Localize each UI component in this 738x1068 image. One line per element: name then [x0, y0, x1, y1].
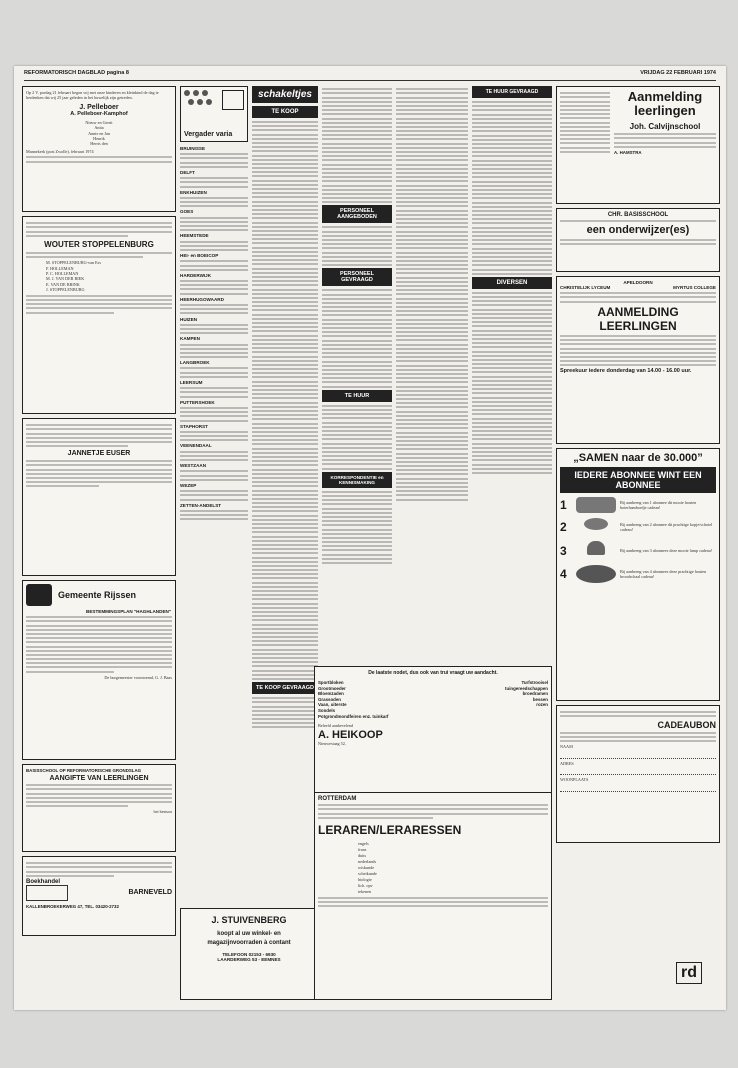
church-town: PUTTERSHOEK: [180, 399, 215, 405]
church-town: LANGBROEK: [180, 360, 210, 366]
church-town: ZETTEN-ANDELST: [180, 502, 222, 508]
text-lines: [180, 241, 248, 251]
rotterdam-headline: LERAREN/LERARESSEN: [318, 822, 462, 837]
municipality-notice: [22, 580, 176, 760]
church-town: HEI- en BOEICOP: [180, 253, 219, 259]
stuivenberg-address: LAARDERWEG 53 - EEMNES: [217, 957, 281, 962]
vergader-varia-logo: [180, 86, 248, 142]
column-family-notices: [22, 86, 176, 1002]
subjects-list: [318, 841, 548, 895]
stuivenberg-line1: koopt al uw winkel- en: [217, 931, 281, 937]
heikoop-address: Nieuwestaag 52,: [318, 740, 346, 746]
text-lines: [252, 121, 318, 680]
text-lines: [180, 324, 248, 334]
basisschool-ad: [556, 208, 720, 272]
column-schakeltjes: [252, 86, 318, 896]
church-town: LEERSUM: [180, 380, 203, 385]
step-number: 2: [560, 520, 567, 534]
text-lines: [26, 460, 172, 487]
text-lines: [180, 367, 248, 377]
anniversary-name: J. Pelleboer: [79, 103, 119, 111]
samen-title: „SAMEN naar de 30.000”: [573, 452, 703, 464]
samen-ad: [556, 448, 720, 701]
death-notice-2: [22, 418, 176, 576]
step-1: [560, 497, 716, 513]
text-lines: [180, 153, 248, 168]
heikoop-items: [318, 680, 548, 719]
bookshop-row: [26, 885, 172, 901]
text-lines: [614, 133, 716, 148]
column-diversen: [472, 86, 552, 586]
product-item: broedramen: [522, 691, 548, 697]
anniversary-notice: [22, 86, 176, 212]
deceased-name-2: JANNETJE EUSER: [67, 450, 131, 458]
school-sign: het bestuur: [153, 809, 172, 815]
subject: wiskunde: [358, 864, 375, 870]
mayor-signature: De burgemeester voornoemd, G. J. Baas: [104, 674, 172, 680]
anniversary-intro: Op 2 V. pordag 21 februari begon wij met onze kinderen en kleinkind de dag te herdenken dat wij 25 jaar geleden in het huwelijk zijn getreden.: [26, 90, 159, 101]
cadeaubon-title: CADEAUBON: [657, 719, 716, 730]
municipality-header: [26, 584, 172, 606]
church-town: VEENENDAAL: [180, 443, 212, 449]
step-text: Bij aanbreng van 3 abonnees deze mooie lamp cadeau!: [620, 548, 713, 554]
subject: engels: [358, 840, 369, 846]
column-te-huur-gevraagd: [396, 86, 468, 586]
text-lines: [180, 344, 248, 359]
school-title: BASISSCHOOL OP REFORMATORISCHE GRONDSLAG: [26, 768, 142, 773]
text-lines: [180, 304, 248, 314]
text-lines: [180, 387, 248, 397]
church-town: BRUINISSE: [180, 146, 206, 151]
section-te-huur-gevraagd: TE HUUR GEVRAAGD: [472, 86, 552, 98]
text-lines: [180, 197, 248, 207]
product-item: Sportbloken: [318, 680, 344, 685]
calvijn-ad: [556, 86, 720, 204]
audience-illustration-icon: [184, 90, 220, 112]
text-lines: [560, 90, 610, 200]
church-list: [180, 146, 248, 520]
product-item: Turfstrooisel: [521, 680, 548, 685]
death-notice: [22, 216, 176, 414]
apeldoorn-ad: [556, 276, 720, 444]
breadbasket-icon: [576, 565, 616, 583]
text-lines: [560, 292, 716, 302]
text-lines: [322, 491, 392, 564]
rotterdam-vacancy: [314, 792, 552, 1000]
product-item: Vaan, uiterste: [318, 702, 347, 708]
basisschool-vacancy: een onderwijzer(es): [586, 224, 690, 237]
header-right: VRIJDAG 22 FEBRUARI 1974: [640, 70, 716, 76]
column-personnel: [322, 86, 392, 586]
text-lines: [180, 510, 248, 520]
anniversary-children: [26, 120, 172, 147]
schakeltjes-masthead: schakeltjes: [252, 86, 318, 103]
bookshop-title: Boekhandel: [26, 878, 61, 885]
cadeaubon-form: [556, 705, 720, 981]
header-left: REFORMATORISCH DAGBLAD pagina 8: [24, 70, 129, 76]
breadboard-icon: [576, 497, 616, 513]
text-lines: [26, 252, 172, 258]
calendar-icon: [222, 90, 244, 110]
church-town: ENKHUIZEN: [180, 189, 207, 195]
child-name: Nieuw en Gerrit: [85, 119, 113, 125]
step-number: 1: [560, 498, 567, 512]
text-lines: [322, 289, 392, 387]
heikoop-ad: [314, 666, 552, 794]
newspaper-page: [14, 66, 726, 1010]
cup-saucer-icon: [576, 517, 616, 537]
text-lines: [180, 217, 248, 232]
subject: nederlands: [358, 858, 377, 864]
mourners-list: [26, 260, 172, 292]
bookshop-logo-icon: [26, 885, 68, 901]
basisschool-title: CHR. BASISSCHOOL: [607, 212, 669, 218]
section-te-koop-gevraagd: TE KOOP GEVRAAGD: [252, 682, 318, 694]
heikoop-banner-title: De laatste nodet, dus ook van trui vraagt uw aandacht.: [368, 670, 498, 676]
subject: duits: [358, 852, 367, 858]
text-lines: [26, 156, 172, 162]
column-school-ads: [556, 86, 720, 1002]
text-lines: [560, 335, 716, 366]
bookshop-ad: [22, 856, 176, 936]
product-item: Bloemzaden: [318, 691, 344, 697]
stuivenberg-ad: [180, 908, 318, 1000]
stuivenberg-line2: magazijnvoorraden à contant: [207, 940, 291, 946]
text-lines: [26, 222, 172, 237]
lamp-icon: [576, 541, 616, 561]
child-name: Annie en Jan: [88, 130, 110, 136]
subject: scheikunde: [358, 870, 377, 876]
subject: tekenen: [358, 888, 372, 894]
text-lines: [180, 407, 248, 422]
deceased-name: WOUTER STOPPELENBURG: [44, 239, 154, 249]
spreekuur-text: Spreekuur iedere donderdag van 14.00 - 16.00 uur.: [560, 368, 692, 375]
text-lines: [322, 226, 392, 266]
section-personeel-gevraagd: PERSONEEL GEVRAAGD: [322, 268, 392, 286]
step-3: [560, 541, 716, 561]
mourner: P. C. HOLLEMAN: [46, 270, 79, 276]
rd-logo: rd: [676, 962, 702, 984]
text-lines: [26, 616, 172, 672]
address-field[interactable]: [560, 768, 716, 775]
product-item: Grootmoeder: [318, 685, 346, 691]
section-personeel-aangeboden: PERSONEEL AANGEBODEN: [322, 205, 392, 223]
child-name: Herris den: [90, 141, 108, 147]
mourner: E. VAN DE BRINK: [46, 281, 80, 287]
rotterdam-city: ROTTERDAM: [318, 796, 357, 802]
mourner: M. J. VAN DER BIEK: [46, 276, 85, 282]
text-lines: [560, 220, 716, 222]
text-lines: [318, 804, 548, 819]
text-lines: [560, 732, 716, 742]
text-lines: [26, 784, 172, 807]
text-lines: [180, 470, 248, 480]
church-town: KAMPEN: [180, 336, 200, 342]
bookshop-address: KALLENBROEKERWEG 47, TEL. 03420-2732: [26, 903, 119, 909]
text-lines: [472, 292, 552, 474]
school-headline: AANGIFTE VAN LEERLINGEN: [49, 775, 149, 782]
calvijn-main: [614, 90, 716, 200]
church-town: HARDERWIJK: [180, 272, 212, 278]
text-lines: [180, 431, 248, 441]
mourner: J. STOPPELENBURG: [46, 287, 85, 293]
samen-subtitle: IEDERE ABONNEE WINT EEN ABONNEE: [560, 467, 716, 493]
anniversary-name-2: A. Pelleboer-Kamphof: [70, 110, 128, 117]
step-text: Bij aanbreng van 1 abonnee dit mooie houten boterhambordje cadeau!: [620, 499, 697, 510]
step-number: 3: [560, 544, 567, 558]
header-rule: [24, 80, 716, 81]
step-text: Bij aanbreng van 2 abonnee dit prachtige kopje/schotel cadeau!: [620, 521, 713, 532]
section-te-huur: TE HUUR: [322, 390, 392, 402]
church-town: STAPHORST: [180, 423, 208, 429]
child-name: Anita: [94, 125, 104, 131]
myrtus-name: MYRTUS COLLEGE: [673, 285, 716, 290]
step-text: Bij aanbreng van 4 abonnees deze prachtige houten broodschaal cadeau!: [620, 568, 707, 579]
section-diversen: DIVERSEN: [472, 277, 552, 289]
heikoop-right-items: [505, 680, 548, 719]
name-field[interactable]: [560, 752, 716, 759]
calvijn-sign: A. HAMSTRA: [614, 149, 642, 155]
text-lines: [180, 280, 248, 295]
text-lines: [26, 295, 172, 314]
church-town: WEZEP: [180, 482, 197, 488]
name-field-label: NAAM: [560, 744, 573, 750]
text-lines: [396, 88, 468, 500]
church-town: HEEMSTEDE: [180, 233, 209, 239]
product-item: bessen: [532, 696, 548, 702]
column-church-services: [180, 86, 248, 1002]
calvijn-school: Joh. Calvijnschool: [629, 122, 701, 131]
section-korrespondentie: KORRESPONDENTIE en KENNISMAKING: [322, 472, 392, 488]
apeldoorn-schools: [560, 285, 716, 290]
city-field[interactable]: [560, 785, 716, 792]
municipality-logo-icon: [26, 584, 52, 606]
stuivenberg-phone: TELEFOON 02153 - 6930: [222, 952, 276, 957]
step-4: [560, 565, 716, 583]
product-item: Grassoden: [318, 696, 341, 702]
text-lines: [180, 177, 248, 187]
subject: frans: [358, 846, 367, 852]
product-item: Potgrondmondfeiren enz. tuinkarf: [318, 713, 389, 719]
church-town: DELFT: [180, 169, 195, 175]
heikoop-left-items: [318, 680, 389, 719]
text-lines: [180, 260, 248, 270]
text-lines: [318, 897, 548, 907]
apeldoorn-city: APELDOORN: [623, 280, 653, 285]
calvijn-title: Aanmelding leerlingen: [627, 89, 703, 118]
text-lines: [322, 405, 392, 470]
subject: biologie: [358, 876, 372, 882]
zoning-plan-title: BESTEMMINGSPLAN "HAGHLANDEN": [86, 609, 172, 614]
bookshop-town: BARNEVELD: [128, 889, 172, 897]
text-lines: [180, 451, 248, 461]
municipality-name: Gemeente Rijssen: [58, 590, 137, 600]
address-field-label: ADRES: [560, 760, 574, 766]
product-item: tuingereedschappen: [505, 685, 548, 691]
heikoop-name: A. HEIKOOP: [318, 728, 383, 741]
step-2: [560, 517, 716, 537]
section-te-koop: TE KOOP: [252, 106, 318, 118]
church-town: HEERHUGOWAARD: [180, 296, 224, 302]
step-number: 4: [560, 567, 567, 581]
aanmelding-title: AANMELDING LEERLINGEN: [597, 304, 679, 333]
section-title: Vergader varia: [184, 131, 233, 138]
text-lines: [472, 101, 552, 275]
anniversary-location: Mannekerk (post Zwolle), februari 1974: [26, 148, 94, 154]
stuivenberg-name: J. STUIVENBERG: [211, 915, 287, 925]
text-lines: [180, 490, 248, 500]
text-lines: [560, 239, 716, 245]
mourner: F. HOLLEMAN: [46, 265, 74, 271]
church-town: GOES: [180, 209, 194, 215]
mourner: M. STOPPELENBURG-van Ess: [46, 260, 101, 266]
text-lines: [322, 88, 392, 203]
product-item: rozen: [536, 702, 548, 708]
child-name: Henrik: [93, 136, 105, 142]
text-lines: [252, 697, 318, 728]
heikoop-prefix: Beleefd aanbevelend: [318, 723, 353, 729]
text-lines: [26, 862, 172, 877]
text-lines: [26, 424, 172, 447]
church-town: WESTZAAN: [180, 463, 207, 469]
city-field-label: WOONPLAATS: [560, 777, 589, 783]
text-lines: [560, 711, 716, 717]
school-notice: [22, 764, 176, 852]
lyceum-name: CHRISTELIJK LYCEUM: [560, 285, 611, 290]
church-town: HUIZEN: [180, 316, 198, 322]
product-item: Sondels: [318, 707, 336, 713]
subject: lich. opv: [358, 882, 373, 888]
